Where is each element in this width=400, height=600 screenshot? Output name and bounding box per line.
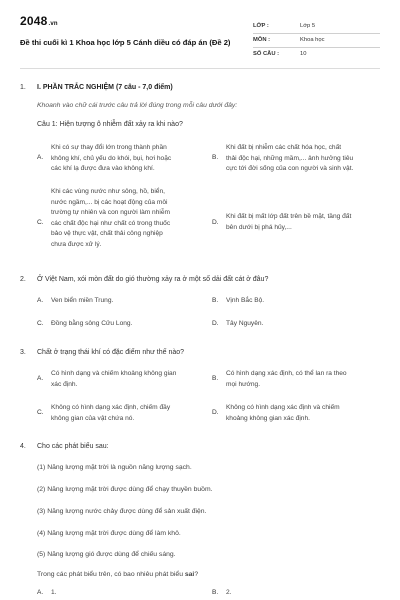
- meta-row-count: [253, 48, 380, 61]
- option-line: nước ngầm,... bị các hoạt động của môi: [51, 198, 168, 206]
- option-letter: B.: [212, 154, 219, 161]
- prompt-end: ?: [194, 571, 199, 578]
- statement-2: (2) Năng lượng mặt trời được dùng để chạy thuyền buồm.: [37, 486, 213, 493]
- meta-value: Khoa học: [300, 37, 325, 43]
- question-number: 3.: [20, 349, 26, 356]
- header-divider: [20, 68, 380, 69]
- option-letter: B.: [212, 589, 219, 596]
- logo-main: 2048: [20, 14, 48, 28]
- section-title: I. PHẦN TRẮC NGHIỆM (7 câu - 7,0 điểm): [37, 84, 173, 91]
- question-4-prompt: [37, 571, 198, 578]
- meta-key: MÔN :: [253, 37, 271, 43]
- option-line: bên dưới bị phá hủy,...: [226, 223, 292, 231]
- option-line: bảo vệ thực vật, chất thải công nghiệp: [51, 230, 163, 237]
- option-line: Không có hình dạng xác định, chiếm đầy: [51, 404, 171, 411]
- option-letter: A.: [37, 154, 44, 161]
- option-text: 2.: [226, 589, 232, 596]
- option-letter: B.: [212, 375, 219, 382]
- prompt-text: Trong các phát biểu trên, có bao nhiêu phát biểu: [37, 571, 185, 578]
- option-line: khoảng không gian xác định.: [226, 414, 310, 422]
- option-letter: A.: [37, 589, 44, 596]
- option-text: Tây Nguyên.: [226, 320, 264, 327]
- option-line: Khi có sự thay đổi lớn trong thành phần: [51, 144, 167, 151]
- option-letter: C.: [37, 320, 44, 327]
- option-letter: B.: [212, 297, 219, 304]
- option-letter: A.: [37, 297, 44, 304]
- option-letter: C.: [37, 219, 44, 226]
- question-4-text: Cho các phát biểu sau:: [37, 443, 109, 450]
- question-2-text: Ở Việt Nam, xói mòn đất do gió thường xảy ra ở một số dải đất cát ở đâu?: [37, 276, 269, 283]
- option-line: Khi đất bị nhiễm các chất hóa học, chất: [226, 144, 342, 151]
- option-line: Có hình dạng và chiếm khoảng không gian: [51, 370, 177, 377]
- option-text: 1.: [51, 589, 57, 596]
- section-instruction: Khoanh vào chữ cái trước câu trả lời đúng trong mỗi câu dưới đây:: [37, 102, 238, 109]
- statement-1: (1) Năng lượng mặt trời là nguồn năng lượng sạch.: [37, 464, 192, 471]
- question-number: 4.: [20, 443, 26, 450]
- option-letter: D.: [212, 219, 219, 226]
- prompt-emphasis: sai: [184, 571, 195, 578]
- option-letter: A.: [37, 375, 44, 382]
- option-line: không khí, chủ yếu do khói, bụi, hơi hoặc: [51, 154, 172, 162]
- exam-meta-table: [253, 20, 380, 61]
- meta-key: SỐ CÂU :: [253, 51, 280, 57]
- logo-tld: .vn: [48, 21, 58, 27]
- option-letter: D.: [212, 320, 219, 327]
- option-line: cực tới đời sống của con người và sinh vật.: [226, 165, 354, 172]
- option-line: Có hình dạng xác định, có thể lan ra theo: [226, 370, 347, 377]
- option-line: chưa được xử lý.: [51, 240, 102, 248]
- option-line: không gian của vật chứa nó.: [51, 414, 135, 422]
- option-line: trường tự nhiên và con người làm nhiễm: [51, 209, 171, 216]
- question-number: 2.: [20, 276, 26, 283]
- option-letter: D.: [212, 409, 219, 416]
- question-1-text: Câu 1: Hiện tượng ô nhiễm đất xảy ra khi nào?: [37, 121, 183, 128]
- meta-value: 10: [300, 51, 307, 57]
- statement-4: (4) Năng lượng mặt trời được dùng để làm khô.: [37, 530, 181, 537]
- option-text: Đồng bằng sông Cửu Long.: [51, 320, 133, 327]
- option-text: Ven biển miền Trung.: [51, 297, 114, 304]
- option-line: Không có hình dạng xác định và chiếm: [226, 404, 340, 411]
- meta-value: Lớp 5: [300, 23, 316, 29]
- option-line: các khí lạ được đưa vào không khí.: [51, 165, 155, 172]
- option-letter: C.: [37, 409, 44, 416]
- meta-row-class: [253, 20, 380, 34]
- option-line: các chất độc hại như chất có trong thuốc: [51, 219, 171, 227]
- exam-title: Đề thi cuối kì 1 Khoa học lớp 5 Cánh diều có đáp án (Đề 2): [20, 38, 231, 47]
- option-line: thải độc hại, những mầm,... ảnh hưởng tiêu: [226, 154, 354, 162]
- meta-key: LỚP :: [253, 23, 269, 29]
- option-line: mọi hướng.: [226, 380, 261, 388]
- statement-5: (5) Năng lượng gió được dùng để chiếu sáng.: [37, 551, 176, 558]
- option-line: Khi đất bị mất lớp đất trên bề mặt, tầng đất: [226, 213, 352, 220]
- meta-row-subject: [253, 34, 380, 48]
- question-3-text: Chất ở trạng thái khí có đặc điểm như thế nào?: [37, 349, 185, 356]
- option-line: xác định.: [51, 380, 78, 388]
- site-logo[interactable]: [20, 14, 58, 28]
- statement-3: (3) Năng lượng nước chảy được dùng để sản xuất điện.: [37, 508, 207, 515]
- question-number: 1.: [20, 84, 26, 91]
- option-line: Khi các vùng nước như sông, hồ, biển,: [51, 188, 165, 195]
- exam-header: [20, 14, 380, 64]
- option-text: Vịnh Bắc Bộ.: [226, 297, 265, 304]
